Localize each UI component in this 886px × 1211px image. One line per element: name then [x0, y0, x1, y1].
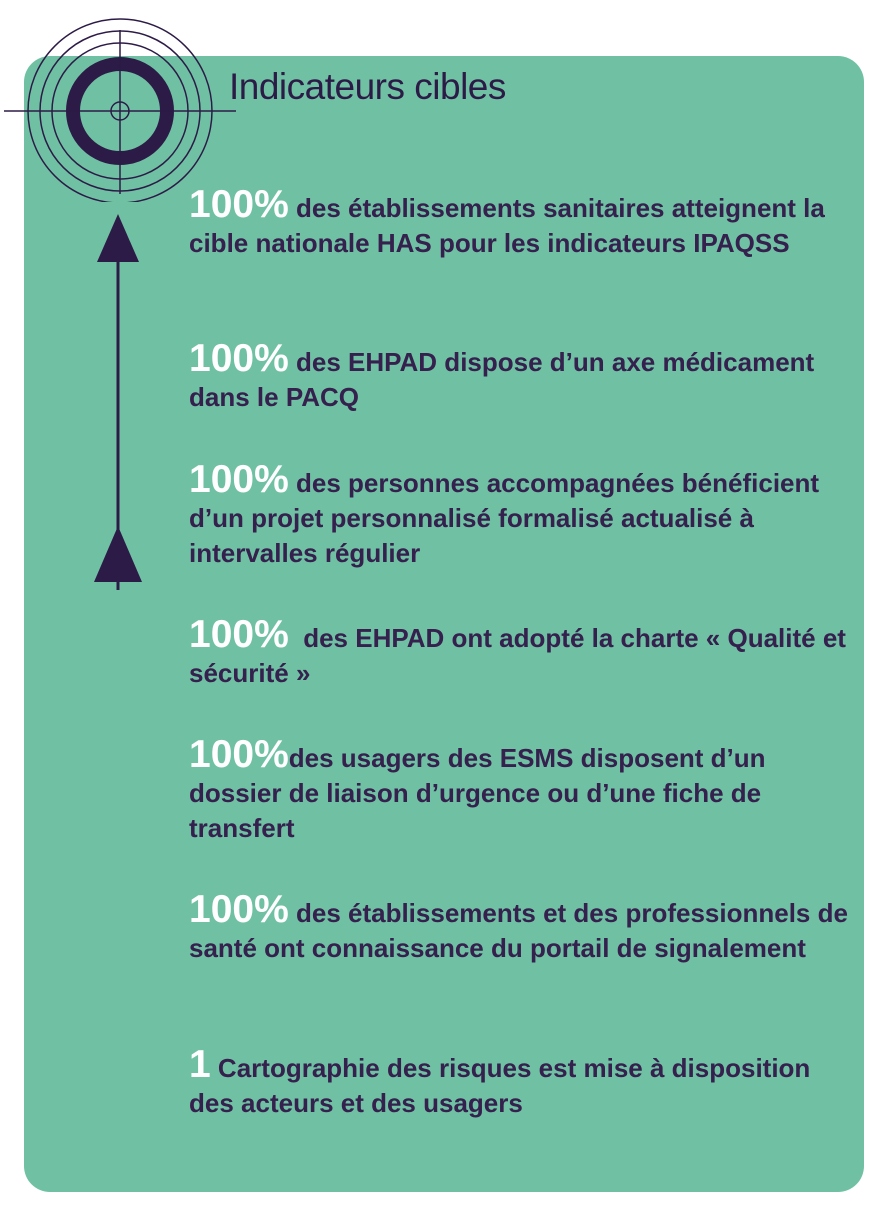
indicator-item: [189, 733, 849, 846]
indicator-text: des EHPAD ont adopté la charte « Qualité et sécurité »: [189, 623, 854, 688]
indicator-text: des usagers des ESMS disposent d’un dossier de liaison d’urgence ou d’une fiche de transfert: [189, 743, 766, 843]
indicator-value: 100%: [189, 733, 289, 776]
indicator-text: des personnes accompagnées bénéficient d’un projet personnalisé formalisé actualisé à intervalles régulier: [189, 468, 820, 568]
indicator-item: [189, 337, 849, 415]
indicator-item: [189, 888, 849, 966]
indicator-item: [189, 458, 849, 571]
double-arrow-icon: [90, 214, 146, 594]
indicator-value: 100%: [189, 888, 289, 931]
indicator-value: 1: [189, 1043, 211, 1086]
indicator-item: [189, 613, 854, 691]
indicator-value: 100%: [189, 337, 289, 380]
indicator-value: 100%: [189, 458, 289, 501]
indicator-item: [189, 183, 849, 261]
indicator-value: 100%: [189, 613, 289, 656]
indicator-item: [189, 1043, 849, 1121]
indicator-text: des établissements et des professionnels de santé ont connaissance du portail de signalement: [189, 898, 848, 963]
indicator-text: des EHPAD dispose d’un axe médicament dans le PACQ: [189, 347, 815, 412]
page-title: Indicateurs cibles: [229, 66, 506, 107]
indicator-text: des établissements sanitaires atteignent la cible nationale HAS pour les indicateurs IPAQSS: [189, 193, 825, 258]
target-icon: [0, 18, 240, 202]
indicator-value: 100%: [189, 183, 289, 226]
indicator-text: Cartographie des risques est mise à disposition des acteurs et des usagers: [189, 1053, 811, 1118]
